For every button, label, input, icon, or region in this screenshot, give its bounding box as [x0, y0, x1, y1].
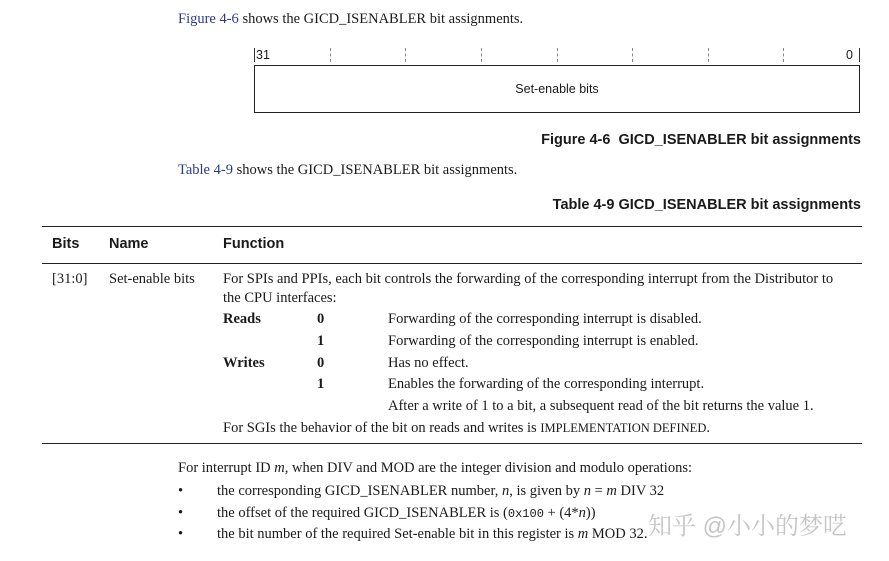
row-name: Set-enable bits [109, 271, 195, 287]
table-top-rule [42, 226, 862, 227]
bit-tick [481, 48, 482, 62]
bit-tick [859, 48, 860, 62]
writes-0-desc: Has no effect. [388, 355, 469, 371]
reads-0-value: 0 [317, 311, 325, 327]
bit-tick [254, 48, 255, 62]
bit-tick [557, 48, 558, 62]
offset-code: 0x100 [507, 507, 544, 521]
figure-intro: Figure 4-6 shows the GICD_ISENABLER bit assignments. [178, 11, 524, 27]
bullet-item-2: the offset of the required GICD_ISENABLER is (0x100 + (4*n)) [217, 505, 596, 521]
bit-tick [632, 48, 633, 62]
watermark: 知乎 @小小的梦呓 [648, 513, 848, 540]
bit-high-label: 31 [256, 48, 270, 62]
table-link[interactable]: Table 4-9 [178, 162, 233, 178]
writes-0-value: 0 [317, 355, 325, 371]
table-header-rule [42, 263, 862, 264]
table-bottom-rule [42, 443, 862, 444]
bit-tick [783, 48, 784, 62]
bullet-marker: • [178, 526, 184, 542]
bit-field-label: Set-enable bits [515, 82, 599, 96]
bit-tick [330, 48, 331, 62]
writes-1-note: After a write of 1 to a bit, a subsequent read of the bit returns the value 1. [388, 398, 814, 414]
bit-tick [405, 48, 406, 62]
notes-intro: For interrupt ID m, when DIV and MOD are the integer division and modulo operations: [178, 460, 692, 476]
header-bits: Bits [52, 236, 80, 252]
writes-label: Writes [223, 355, 265, 371]
bit-field-box [254, 65, 860, 113]
sgi-note: For SGIs the behavior of the bit on reads and writes is IMPLEMENTATION DEFINED. [223, 420, 710, 436]
bit-tick [708, 48, 709, 62]
header-name: Name [109, 236, 149, 252]
figure-caption: Figure 4-6 GICD_ISENABLER bit assignments [541, 132, 861, 148]
bullet-marker: • [178, 505, 184, 521]
row-bits: [31:0] [52, 271, 88, 287]
function-line-1: For SPIs and PPIs, each bit controls the forwarding of the corresponding interrupt from the Distributor to [223, 271, 834, 287]
bullet-marker: • [178, 483, 184, 499]
bullet-item-1: the corresponding GICD_ISENABLER number, n, is given by n = m DIV 32 [217, 483, 665, 499]
bullet-item-3: the bit number of the required Set-enable bit in this register is m MOD 32. [217, 526, 648, 542]
writes-1-value: 1 [317, 376, 325, 392]
figure-link[interactable]: Figure 4-6 [178, 11, 239, 27]
table-caption: Table 4-9 GICD_ISENABLER bit assignments [552, 197, 861, 213]
writes-1-desc: Enables the forwarding of the corresponding interrupt. [388, 376, 705, 392]
reads-0-desc: Forwarding of the corresponding interrupt is disabled. [388, 311, 702, 327]
header-function: Function [223, 236, 285, 252]
table-intro: Table 4-9 shows the GICD_ISENABLER bit assignments. [178, 162, 518, 178]
reads-1-desc: Forwarding of the corresponding interrupt is enabled. [388, 333, 699, 349]
bit-low-label: 0 [846, 48, 853, 62]
impl-defined-term: IMPLEMENTATION DEFINED [540, 421, 707, 435]
reads-1-value: 1 [317, 333, 325, 349]
function-line-2: the CPU interfaces: [223, 290, 337, 306]
reads-label: Reads [223, 311, 261, 327]
